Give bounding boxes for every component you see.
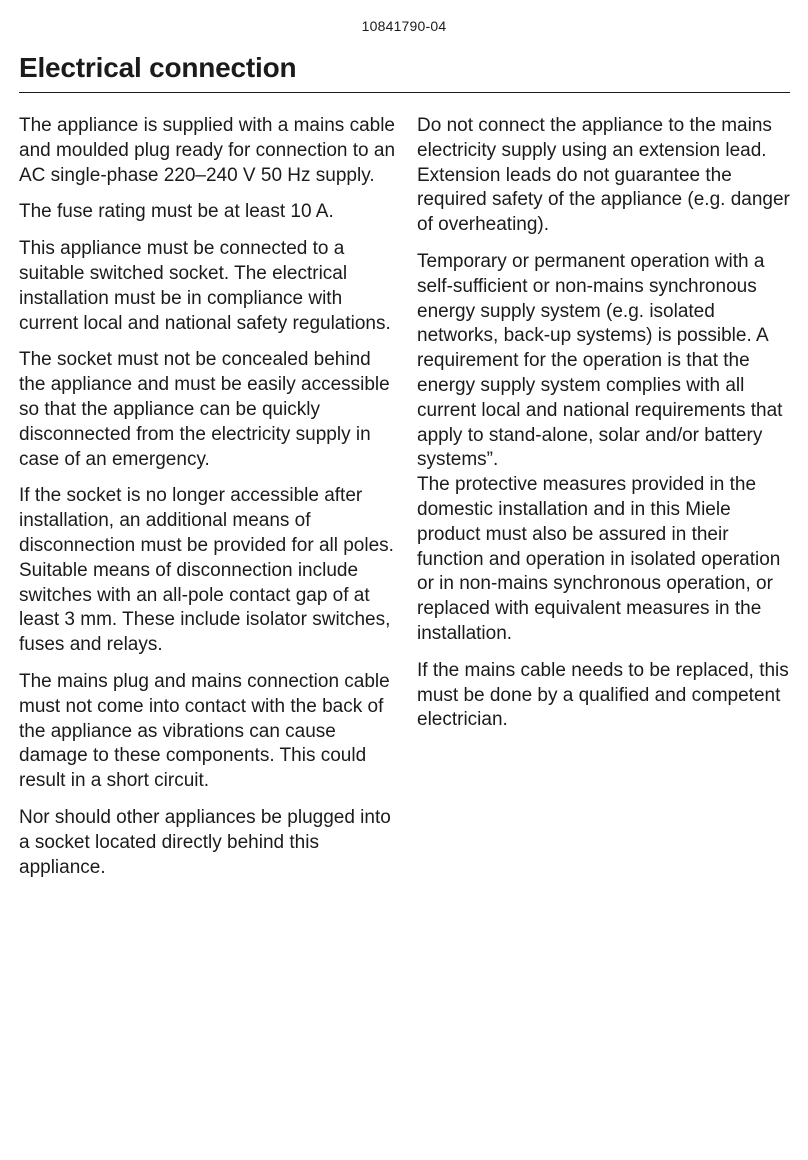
paragraph-switched-socket: This appliance must be connected to a suitable switched socket. The electrical installation must be in compliance with current local and national safety regulations. xyxy=(19,238,391,334)
document-id: 10841790-04 xyxy=(361,18,447,34)
paragraph-supply-cable: The appliance is supplied with a mains cable and moulded plug ready for connection to an AC single-phase 220–240 V 50 Hz supply. xyxy=(19,115,396,186)
paragraph-energy-supply-system: Temporary or permanent operation with a self-sufficient or non-mains synchronous energy supply system (e.g. isolated networks, back-up systems) is possible. A requirement for the operation is that the energy supply system complies with all current local and national requirements that apply to stand-alone, solar and/or battery systems”. xyxy=(417,250,783,471)
left-column xyxy=(19,114,399,892)
paragraph-protective-measures: The protective measures provided in the domestic installation and in this Miele product must also be assured in their function and operation in isolated operation or in non-mains synchronous operation, or replaced with equivalent measures in the installation. xyxy=(417,474,781,644)
right-column xyxy=(417,114,795,745)
paragraph-cable-replacement: If the mains cable needs to be replaced, this must be done by a qualified and competent electrician. xyxy=(417,659,789,731)
paragraph-disconnection-means: If the socket is no longer accessible after installation, an additional means of disconnection must be provided for all poles. Suitable means of disconnection include switches with an all-pole contact gap of at least 3 mm. These include isolator switches, fuses and relays. xyxy=(19,485,394,656)
paragraph-fuse-rating: The fuse rating must be at least 10 A. xyxy=(19,201,334,223)
title-divider xyxy=(19,92,790,93)
paragraph-other-appliances: Nor should other appliances be plugged into a socket located directly behind this appliance. xyxy=(19,806,391,878)
page-title: Electrical connection xyxy=(19,52,297,83)
paragraph-cable-contact: The mains plug and mains connection cable must not come into contact with the back of the appliance as vibrations can cause damage to these components. This could result in a short circuit. xyxy=(19,670,390,792)
paragraph-socket-accessible: The socket must not be concealed behind the appliance and must be easily accessible so that the appliance can be quickly disconnected from the electricity supply in case of an emergency. xyxy=(19,349,390,470)
paragraph-extension-lead: Do not connect the appliance to the mains electricity supply using an extension lead. Extension leads do not guarantee the required safety of the appliance (e.g. danger of overheating). xyxy=(417,115,790,236)
